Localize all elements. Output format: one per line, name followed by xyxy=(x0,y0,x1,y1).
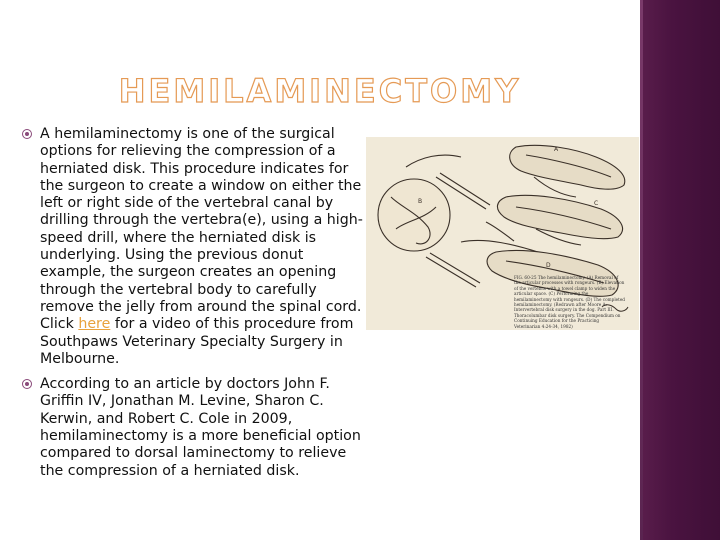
figure-label-d: D xyxy=(546,262,551,269)
hemilaminectomy-illustration xyxy=(366,137,639,330)
bullet-2-text: According to an article by doctors John F. Griffin IV, Jonathan M. Levine, Sharon C. Kerwin, and Robert C. Cole in 2009, hemilaminectomy is a more beneficial option compared to dorsal laminectomy to relieve the compression of a herniated disk. xyxy=(40,376,361,479)
bullet-1-text-before: A hemilaminectomy is one of the surgical options for relieving the compression of a herniated disk. This procedure indicates for the surgeon to create a window on either the left or right side of the vertebral canal by drilling through the vertebra(e), using a high-speed drill, where the herniated disk is underlying. Using the previous donut example, the surgeon creates an opening through the vertebral body to carefully remove the jelly from around the spinal cord. Click xyxy=(40,126,363,333)
bullet-item-1 xyxy=(22,126,367,368)
bullet-1-text-after: for a video of this procedure from Southpaws Veterinary Specialty Surgery in Melbourne. xyxy=(40,316,354,367)
bullet-item-2 xyxy=(22,376,367,480)
figure-caption: FIG. 60-25 The hemilaminectomy. (A) Removal of the articular processes with rongeurs. (B) Elevation of the vertebra with a towel clamp to widen the articular space. (C) Performing the hemilaminectomy with rongeurs. (D) The completed hemilaminectomy. (Redrawn after Moore A: Intervertebral disk surgery in the dog. Part III. Thoracolumbar disk surgery. The Compendium on Continuing Education for the Practicing Veterinarian 4:24-34, 1982) xyxy=(514,275,625,329)
figure-label-a: A xyxy=(554,146,559,153)
figure-label-c: C xyxy=(594,200,599,207)
decorative-side-band xyxy=(640,0,720,540)
video-link[interactable]: here xyxy=(78,316,111,333)
slide-title: HEMILAMINECTOMY xyxy=(118,72,522,110)
bullet-circle-icon xyxy=(22,379,32,389)
bullet-circle-icon xyxy=(22,129,32,139)
figure-label-b: B xyxy=(418,198,423,205)
bullet-list xyxy=(22,126,367,488)
